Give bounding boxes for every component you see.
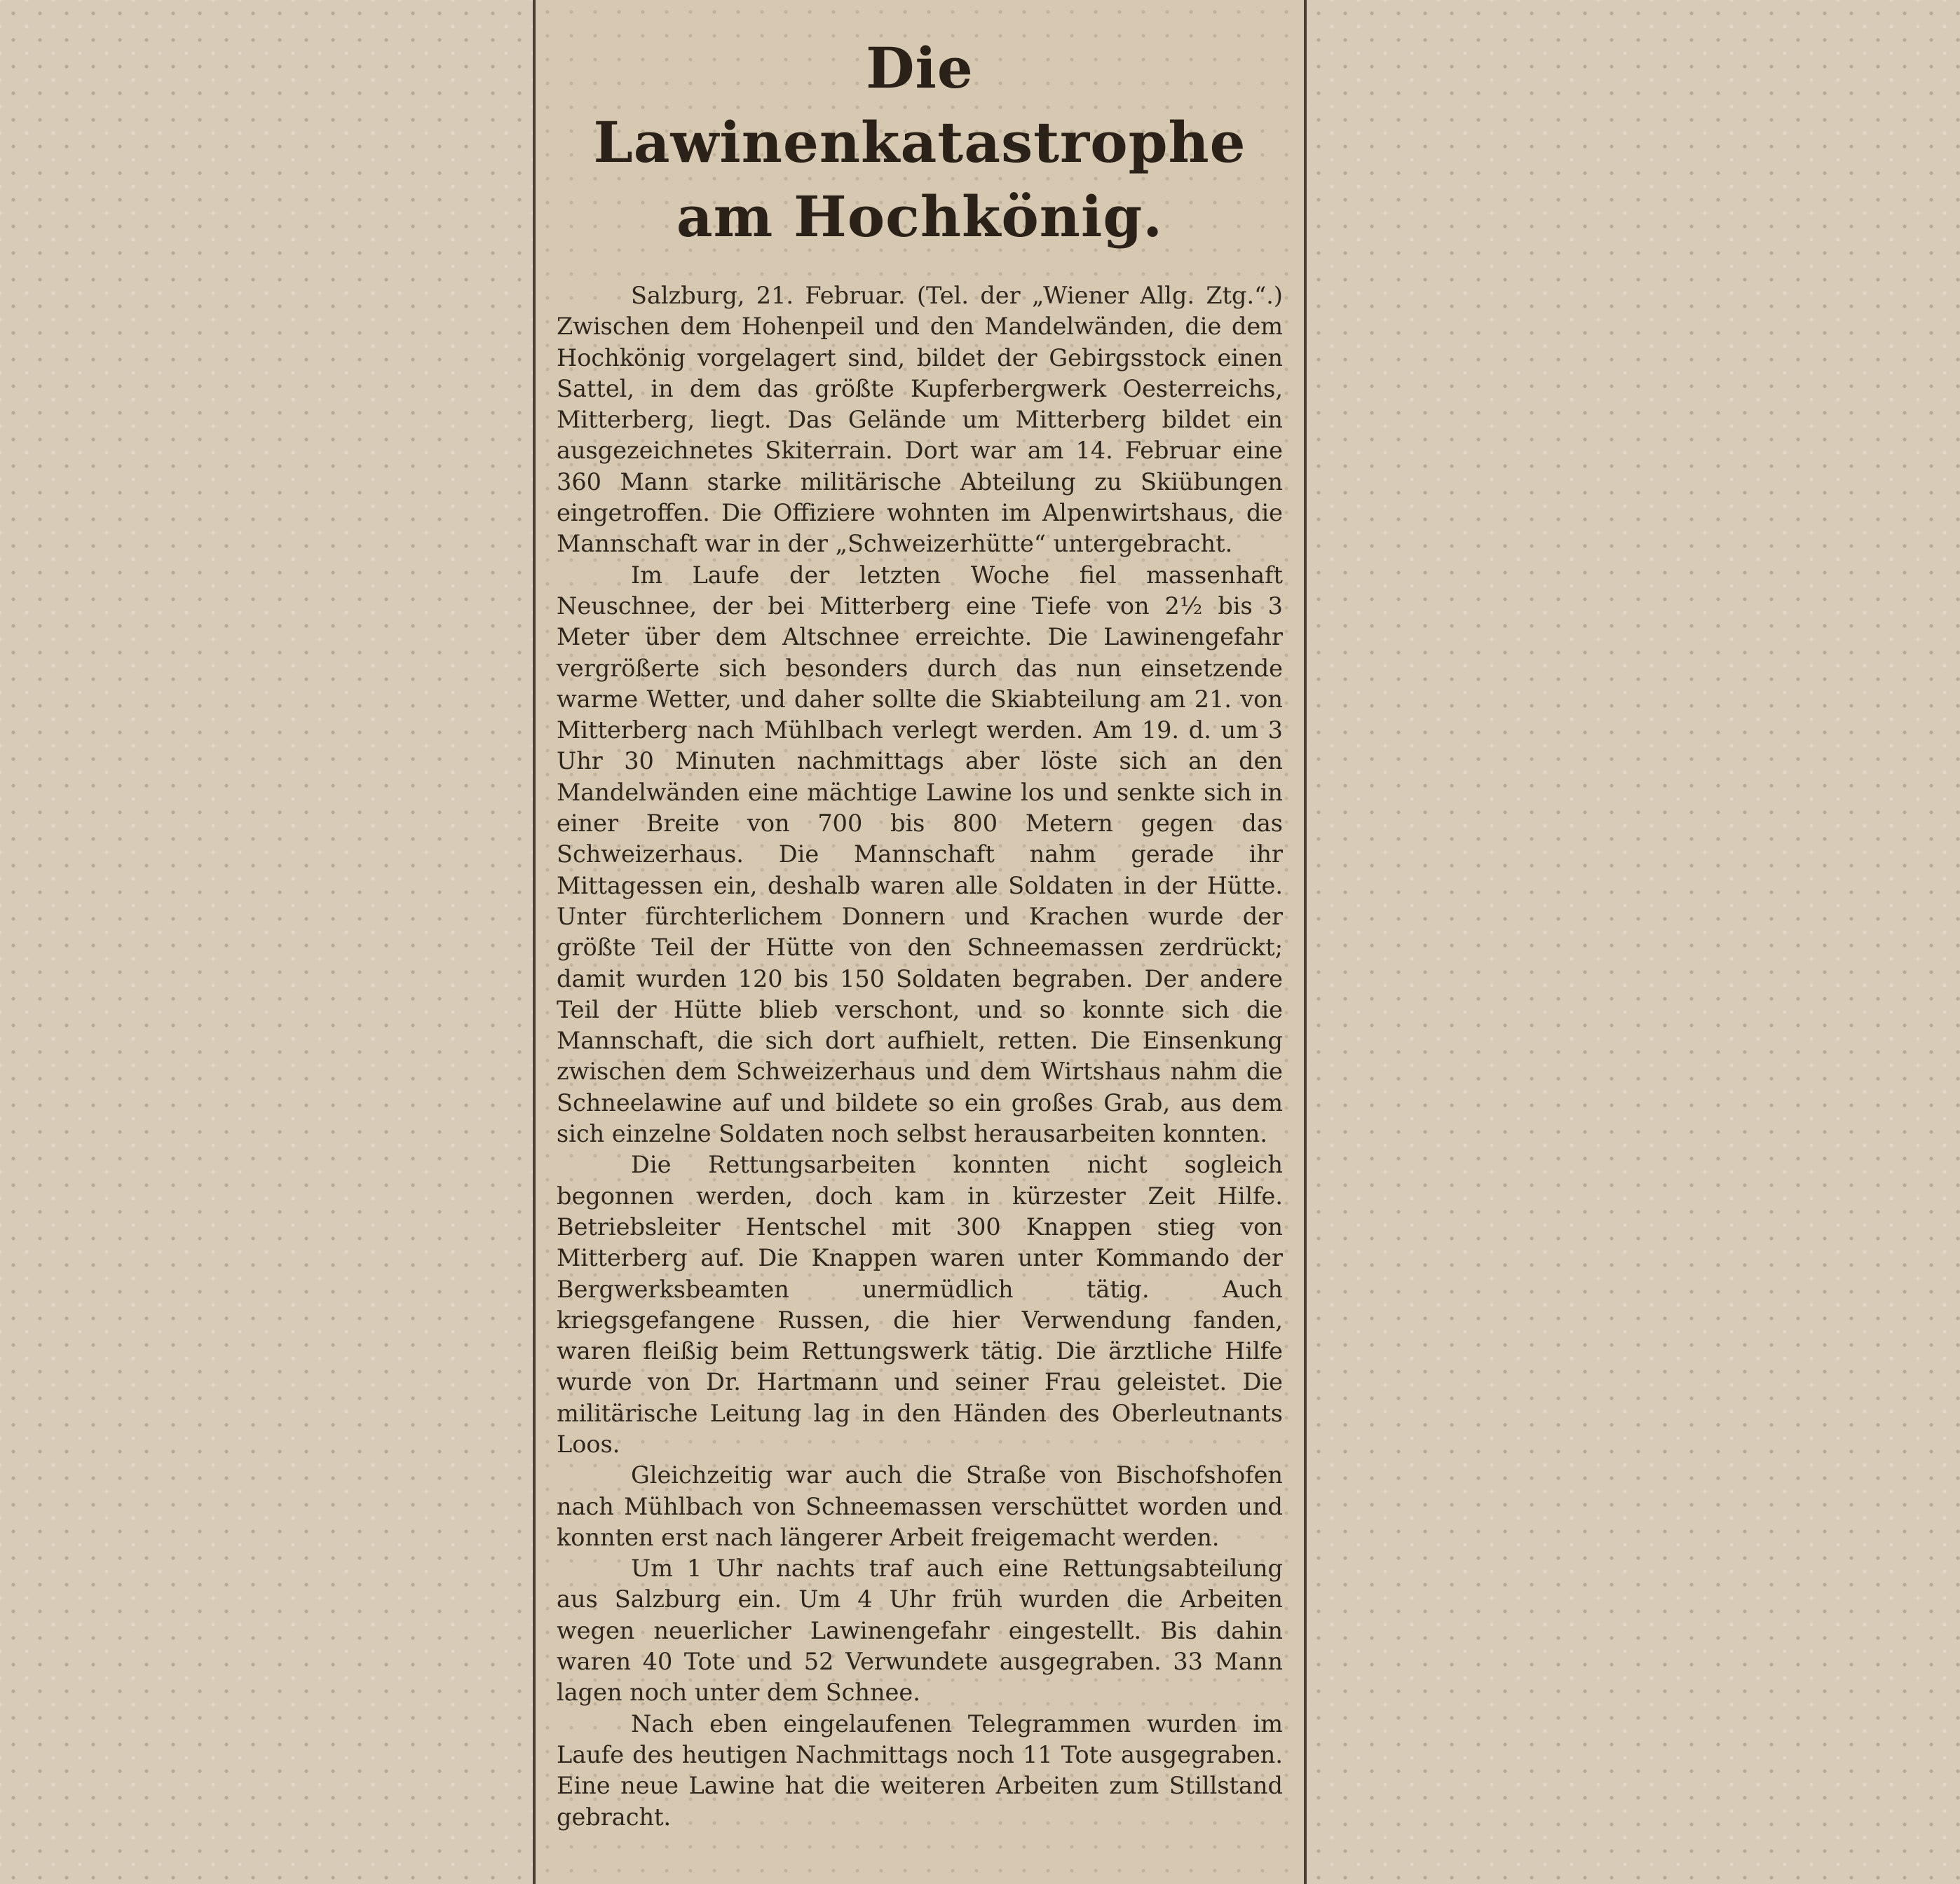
article-paragraph: Nach eben eingelaufenen Telegrammen wurden im Laufe des heutigen Nachmittags noch 11 Tote ausgegraben. Eine neue Lawine hat die weiteren Arbeiten zum Stillstand gebracht. (557, 1709, 1283, 1831)
newspaper-clipping (533, 0, 1307, 1884)
article-paragraph: Im Laufe der letzten Woche fiel massenhaft Neuschnee, der bei Mitterberg eine Tiefe von 2½ bis 3 Meter über dem Altschnee erreichte. Die Lawinengefahr vergrößerte sich besonders durch das nun einsetzende warme Wetter, und daher sollte die Skiabteilung am 21. von Mitterberg nach Mühlbach verlegt werden. Am 19. d. um 3 Uhr 30 Minuten nachmittags aber löste sich an den Mandelwänden eine mächtige Lawine los und senkte sich in einer Breite von 700 bis 800 Metern gegen das Schweizerhaus. Die Mannschaft nahm gerade ihr Mittagessen ein, deshalb waren alle Soldaten in der Hütte. Unter fürchterlichem Donnern und Krachen wurde der größte Teil der Hütte von den Schneemassen zerdrückt; damit wurden 120 bis 150 Soldaten begraben. Der andere Teil der Hütte blieb verschont, und so konnte sich die Mannschaft, die sich dort aufhielt, retten. Die Einsenkung zwischen dem Schweizerhaus und dem Wirtshaus nahm die Schneelawine auf und bildete so ein großes Grab, aus dem sich einzelne Soldaten noch selbst herausarbeiten konnten. (557, 561, 1283, 1148)
article-paragraph: Um 1 Uhr nachts traf auch eine Rettungsabteilung aus Salzburg ein. Um 4 Uhr früh wurden die Arbeiten wegen neuerlicher Lawinengefahr eingestellt. Bis dahin waren 40 Tote und 52 Verwundete ausgegraben. 33 Mann lagen noch unter dem Schnee. (557, 1555, 1283, 1707)
article-paragraph: Die Rettungsarbeiten konnten nicht sogleich begonnen werden, doch kam in kürzester Zeit Hilfe. Betriebsleiter Hentschel mit 300 Knappen stieg von Mitterberg auf. Die Knappen waren unter Kommando der Bergwerksbeamten unermüdlich tätig. Auch kriegsgefangene Russen, die hier Verwendung fanden, waren fleißig beim Rettungswerk tätig. Die ärztliche Hilfe wurde von Dr. Hartmann und seiner Frau geleistet. Die militärische Leitung lag in den Händen des Oberleutnants Loos. (557, 1151, 1283, 1458)
article-body (557, 280, 1283, 1833)
article-paragraph: Salzburg, 21. Februar. (Tel. der „Wiener Allg. Ztg.“.) Zwischen dem Hohenpeil und den Mandelwänden, die dem Hochkönig vorgelagert sind, bildet der Gebirgsstock einen Sattel, in dem das größte Kupferbergwerk Oesterreichs, Mitterberg, liegt. Das Gelände um Mitterberg bildet ein ausgezeichnetes Skiterrain. Dort war am 14. Februar eine 360 Mann starke militärische Abteilung zu Skiübungen eingetroffen. Die Offiziere wohnten im Alpenwirtshaus, die Mannschaft war in der „Schweizerhütte“ untergebracht. (557, 282, 1283, 558)
article-paragraph: Gleichzeitig war auch die Straße von Bischofshofen nach Mühlbach von Schneemassen verschüttet worden und konnten erst nach längerer Arbeit freigemacht werden. (557, 1461, 1283, 1551)
article-headline: Die Lawinenkatastrophe am Hochkönig. (593, 35, 1246, 250)
